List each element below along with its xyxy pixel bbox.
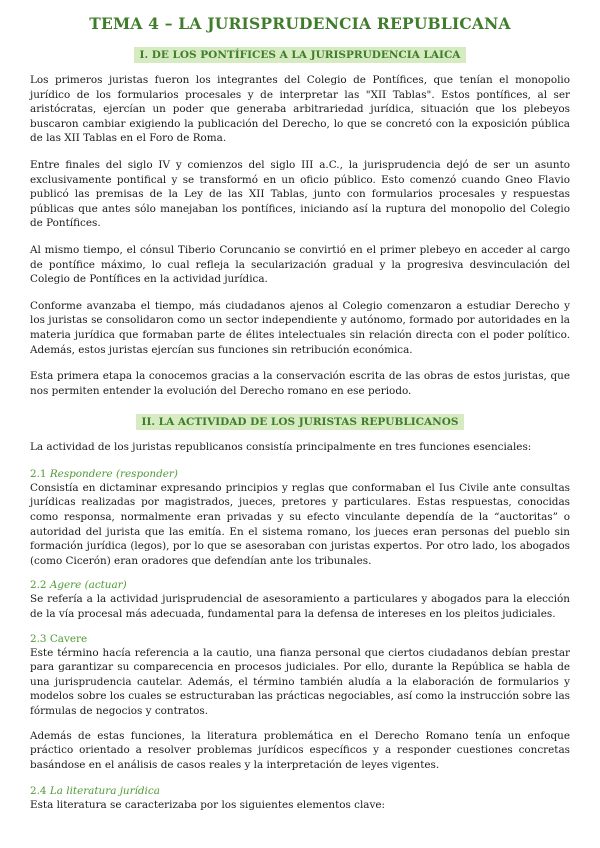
subsection-heading	[30, 784, 570, 798]
subsection-label: Cavere	[49, 632, 88, 645]
subsection-number: 2.1	[30, 467, 47, 480]
paragraph: Se refería a la actividad jurisprudencial de asesoramiento a particulares y abogados para la elección de la vía procesal más adecuada, fundamental para la defensa de intereses en los pleitos judiciales.	[30, 593, 570, 621]
paragraph: Esta literatura se caracterizaba por los siguientes elementos clave:	[30, 799, 386, 812]
paragraph: Conforme avanzaba el tiempo, más ciudadanos ajenos al Colegio comenzaron a estudiar Derecho y los juristas se consolidaron como un sector independiente y autónomo, formado por autoridades en la materia jurídica que formaban parte de élites intelectuales sin relación directa con el poder político. Además, estos juristas ejercían sus funciones sin retribución económica.	[30, 299, 570, 356]
paragraph: Al mismo tiempo, el cónsul Tiberio Coruncanio se convirtió en el primer plebeyo en acceder al cargo de pontífice máximo, lo cual refleja la secularización gradual y la progresiva desvinculación del Colegio de Pontífices en la actividad jurídica.	[30, 243, 570, 286]
paragraph: Entre finales del siglo IV y comienzos del siglo III a.C., la jurisprudencia dejó de ser un asunto exclusivamente pontifical y se transformó en un oficio público. Esto comenzó cuando Gneo Flavio publicó las premisas de la Ley de las XII Tablas, junto con formularios procesales y respuestas públicas que antes sólo manejaban los pontífices, iniciando así la ruptura del monopolio del Colegio de Pontífices.	[30, 158, 570, 230]
section-heading-2-label: II. LA ACTIVIDAD DE LOS JURISTAS REPUBLICANOS	[136, 414, 465, 430]
paragraph: Los primeros juristas fueron los integrantes del Colegio de Pontífices, que tenían el monopolio jurídico de los formularios procesales y de interpretar las "XII Tablas". Estos pontífices, al ser aristócratas, ejercían un poder que generaba arbitrariedad jurídica, situación que los plebeyos buscaron cambiar exigiendo la publicación del Derecho, lo que se concretó con la exposición pública de las XII Tablas en el Foro de Roma.	[30, 74, 570, 145]
paragraph: La actividad de los juristas republicanos consistía principalmente en tres funciones esenciales:	[30, 441, 532, 454]
paragraph: Además de estas funciones, la literatura problemática en el Derecho Romano tenía un enfoque práctico orientado a resolver problemas jurídicos específicos y a responder cuestiones concretas basándose en el análisis de casos reales y la interpretación de leyes vigentes.	[30, 729, 570, 771]
subsection-heading	[30, 467, 570, 481]
page-title: TEMA 4 – LA JURISPRUDENCIA REPUBLICANA	[89, 14, 511, 33]
subsection-heading	[30, 578, 570, 592]
section-heading-1	[30, 43, 570, 63]
paragraph: Consistía en dictaminar expresando principios y reglas que conformaban el Ius Civile ante consultas jurídicas realizadas por magistrados, jueces, pretores y particulares. Estas respuestas, conocidas como responsa, normalmente eran privadas y su efecto vinculante dependía de la “auctoritas” o autoridad del jurista que las emitía. En el sistema romano, los jueces eran personas del pueblo sin formación jurídica (legos), por lo que se asesoraban con juristas expertos. Por otro lado, los abogados (como Cicerón) eran oradores que defendían ante los tribunales.	[30, 481, 570, 567]
subsection-number: 2.3	[30, 632, 47, 645]
paragraph: Esta primera etapa la conocemos gracias a la conservación escrita de las obras de estos juristas, que nos permiten entender la evolución del Derecho romano en ese periodo.	[30, 370, 570, 397]
subsection-number: 2.4	[30, 785, 47, 798]
subsection-heading	[30, 632, 570, 646]
section-heading-2	[30, 410, 570, 430]
subsection-number: 2.2	[30, 579, 47, 592]
subsection-label: Agere (actuar)	[49, 579, 127, 592]
subsection-label: Respondere (responder)	[49, 467, 178, 480]
section-heading-1-label: I. DE LOS PONTÍFICES A LA JURISPRUDENCIA LAICA	[134, 47, 467, 63]
subsection-label: La literatura jurídica	[49, 785, 160, 798]
paragraph: Este término hacía referencia a la cautio, una fianza personal que ciertos ciudadanos debían prestar para garantizar su comparecencia en procesos judiciales. Por ello, durante la República se habla de una jurisprudencia cautelar. Además, el término también aludía a la elaboración de formularios y modelos sobre los cuales se estructuraban las prácticas negociables, así como la instrucción sobre las fórmulas de negocios y contratos.	[30, 646, 570, 717]
